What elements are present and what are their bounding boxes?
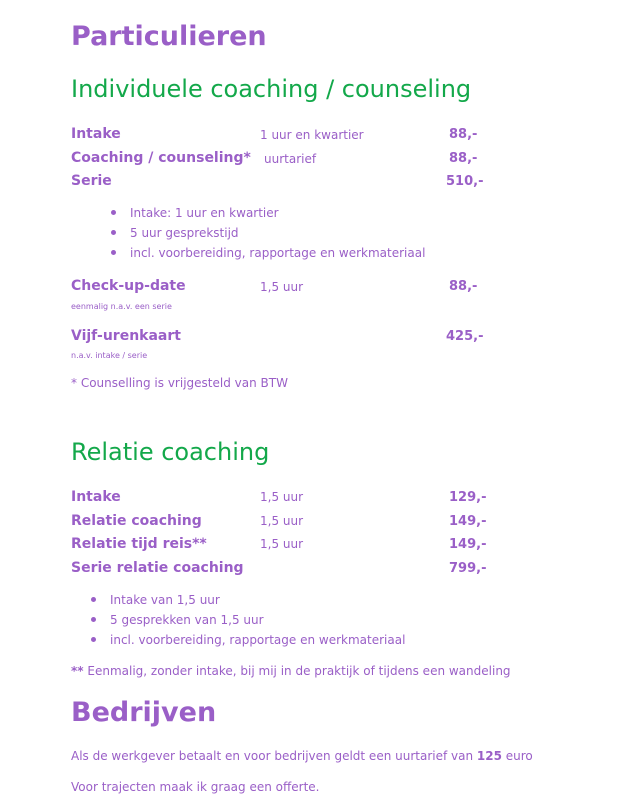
row-label: Serie [71, 173, 112, 189]
bullet-icon [111, 210, 116, 215]
list-item: Intake van 1,5 uur [91, 593, 220, 607]
list-item: 5 gesprekken van 1,5 uur [91, 613, 264, 627]
footnote-text: Eenmalig, zonder intake, bij mij in de praktijk of tijdens een wandeling [83, 664, 511, 678]
footnote-btw: * Counselling is vrijgesteld van BTW [71, 376, 288, 390]
bedrijven-offerte-text: Voor trajecten maak ik graag een offerte. [71, 780, 320, 794]
row-price: 149,- [449, 537, 487, 552]
row-duration: 1,5 uur [260, 514, 304, 528]
row-label: Intake [71, 489, 121, 505]
row-duration: 1,5 uur [260, 537, 304, 551]
bullet-icon [111, 250, 116, 255]
bullet-icon [91, 597, 96, 602]
row-price: 149,- [449, 514, 487, 529]
row-label: Check-up-date [71, 278, 186, 294]
row-label: Serie relatie coaching [71, 560, 244, 576]
list-item: Intake: 1 uur en kwartier [111, 206, 279, 220]
row-price: 88,- [449, 279, 478, 294]
row-price: 129,- [449, 490, 487, 505]
row-duration: 1 uur en kwartier [260, 128, 364, 142]
page-title-bedrijven: Bedrijven [71, 697, 217, 728]
bullet-icon [91, 637, 96, 642]
row-duration: uurtarief [264, 152, 317, 166]
list-item: 5 uur gesprekstijd [111, 226, 239, 240]
footnote-mark: ** [71, 664, 84, 678]
row-duration: 1,5 uur [260, 490, 304, 504]
row-note: n.a.v. intake / serie [71, 351, 148, 360]
list-item: incl. voorbereiding, rapportage en werkmateriaal [111, 246, 425, 260]
footnote-tijdreis [71, 664, 511, 678]
row-price: 88,- [449, 127, 478, 142]
bullet-icon [91, 617, 96, 622]
bullet-icon [111, 230, 116, 235]
row-note: eenmalig n.a.v. een serie [71, 302, 172, 311]
section-title-relatie: Relatie coaching [71, 438, 270, 466]
row-label: Vijf-urenkaart [71, 328, 181, 344]
row-label: Intake [71, 126, 121, 142]
row-price: 510,- [446, 174, 484, 189]
row-label: Relatie coaching [71, 513, 202, 529]
section-title-individueel: Individuele coaching / counseling [71, 75, 472, 103]
tarief-amount: 125 [476, 749, 502, 763]
page-title-particulieren: Particulieren [71, 21, 267, 52]
row-label: Coaching / counseling* [71, 150, 251, 166]
row-price: 88,- [449, 151, 478, 166]
row-price: 799,- [449, 561, 487, 576]
bedrijven-tarief-text: Als de werkgever betaalt en voor bedrijven geldt een uurtarief van 125 euro [71, 749, 533, 763]
row-label: Relatie tijd reis** [71, 536, 207, 552]
row-duration: 1,5 uur [260, 280, 304, 294]
list-item: incl. voorbereiding, rapportage en werkmateriaal [91, 633, 405, 647]
row-price: 425,- [446, 329, 484, 344]
